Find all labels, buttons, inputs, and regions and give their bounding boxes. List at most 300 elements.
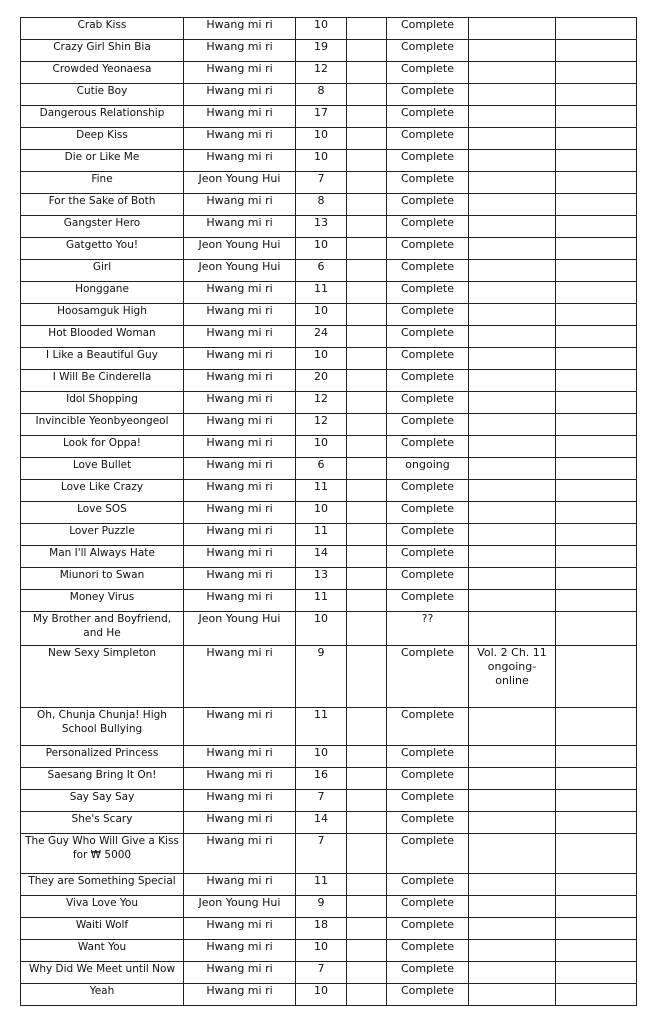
empty-cell (347, 918, 387, 940)
volumes-cell: 10 (296, 18, 347, 40)
title-cell: Invincible Yeonbyeongeol (21, 414, 184, 436)
author-cell: Hwang mi ri (184, 812, 296, 834)
table-row (21, 524, 637, 546)
author-cell: Jeon Young Hui (184, 172, 296, 194)
title-cell: Man I'll Always Hate (21, 546, 184, 568)
note-cell (469, 546, 556, 568)
note-cell (469, 106, 556, 128)
empty-cell (347, 194, 387, 216)
empty-cell (347, 812, 387, 834)
author-cell: Hwang mi ri (184, 18, 296, 40)
table-row (21, 414, 637, 436)
volumes-cell: 11 (296, 480, 347, 502)
note-cell (469, 216, 556, 238)
status-cell: Complete (387, 282, 469, 304)
title-cell: Oh, Chunja Chunja! High School Bullying (21, 708, 184, 746)
author-cell: Hwang mi ri (184, 768, 296, 790)
status-cell: Complete (387, 768, 469, 790)
empty-cell (556, 480, 637, 502)
empty-cell (347, 874, 387, 896)
author-cell: Hwang mi ri (184, 590, 296, 612)
empty-cell (347, 590, 387, 612)
table-row (21, 194, 637, 216)
note-cell (469, 238, 556, 260)
author-cell: Hwang mi ri (184, 216, 296, 238)
author-cell: Jeon Young Hui (184, 896, 296, 918)
note-cell (469, 918, 556, 940)
empty-cell (556, 940, 637, 962)
author-cell: Hwang mi ri (184, 304, 296, 326)
status-cell: Complete (387, 812, 469, 834)
volumes-cell: 7 (296, 834, 347, 874)
volumes-cell: 17 (296, 106, 347, 128)
table-row (21, 940, 637, 962)
empty-cell (556, 216, 637, 238)
table-row (21, 128, 637, 150)
empty-cell (347, 282, 387, 304)
author-cell: Hwang mi ri (184, 84, 296, 106)
volumes-cell: 7 (296, 790, 347, 812)
title-cell: Gatgetto You! (21, 238, 184, 260)
empty-cell (556, 348, 637, 370)
volumes-cell: 12 (296, 62, 347, 84)
title-cell: For the Sake of Both (21, 194, 184, 216)
title-cell: Lover Puzzle (21, 524, 184, 546)
author-cell: Hwang mi ri (184, 962, 296, 984)
empty-cell (347, 568, 387, 590)
status-cell: Complete (387, 172, 469, 194)
status-cell: Complete (387, 918, 469, 940)
empty-cell (556, 984, 637, 1006)
status-cell: Complete (387, 646, 469, 708)
table-row (21, 568, 637, 590)
author-cell: Hwang mi ri (184, 458, 296, 480)
status-cell: Complete (387, 708, 469, 746)
note-cell (469, 348, 556, 370)
empty-cell (556, 304, 637, 326)
volumes-cell: 12 (296, 414, 347, 436)
author-cell: Hwang mi ri (184, 790, 296, 812)
table-row (21, 458, 637, 480)
status-cell: Complete (387, 128, 469, 150)
table-row (21, 768, 637, 790)
title-cell: Hoosamguk High (21, 304, 184, 326)
manhwa-table-sheet (20, 17, 636, 1014)
status-cell: Complete (387, 40, 469, 62)
volumes-cell: 16 (296, 768, 347, 790)
table-row (21, 896, 637, 918)
empty-cell (347, 708, 387, 746)
note-cell (469, 834, 556, 874)
status-cell: Complete (387, 216, 469, 238)
title-cell: Love Bullet (21, 458, 184, 480)
author-cell: Hwang mi ri (184, 984, 296, 1006)
status-cell: Complete (387, 304, 469, 326)
note-cell (469, 874, 556, 896)
status-cell: Complete (387, 746, 469, 768)
status-cell: Complete (387, 896, 469, 918)
author-cell: Hwang mi ri (184, 874, 296, 896)
status-cell: ongoing (387, 458, 469, 480)
title-cell: Waiti Wolf (21, 918, 184, 940)
author-cell: Hwang mi ri (184, 546, 296, 568)
empty-cell (556, 546, 637, 568)
empty-cell (556, 194, 637, 216)
empty-cell (347, 646, 387, 708)
volumes-cell: 10 (296, 612, 347, 646)
author-cell: Hwang mi ri (184, 194, 296, 216)
volumes-cell: 11 (296, 282, 347, 304)
volumes-cell: 10 (296, 984, 347, 1006)
empty-cell (556, 84, 637, 106)
note-cell (469, 150, 556, 172)
volumes-cell: 6 (296, 458, 347, 480)
table-row (21, 874, 637, 896)
title-cell: Love SOS (21, 502, 184, 524)
empty-cell (347, 40, 387, 62)
empty-cell (556, 962, 637, 984)
empty-cell (347, 62, 387, 84)
table-row (21, 150, 637, 172)
title-cell: Saesang Bring It On! (21, 768, 184, 790)
note-cell (469, 962, 556, 984)
volumes-cell: 18 (296, 918, 347, 940)
table-row (21, 918, 637, 940)
empty-cell (556, 834, 637, 874)
empty-cell (556, 436, 637, 458)
author-cell: Hwang mi ri (184, 282, 296, 304)
manhwa-table (20, 17, 637, 1006)
title-cell: Crowded Yeonaesa (21, 62, 184, 84)
empty-cell (347, 414, 387, 436)
note-cell (469, 194, 556, 216)
note-cell (469, 480, 556, 502)
table-row (21, 812, 637, 834)
table-row (21, 590, 637, 612)
note-cell (469, 568, 556, 590)
table-row (21, 84, 637, 106)
note-cell (469, 708, 556, 746)
volumes-cell: 10 (296, 940, 347, 962)
title-cell: Want You (21, 940, 184, 962)
title-cell: Crab Kiss (21, 18, 184, 40)
empty-cell (556, 150, 637, 172)
empty-cell (556, 812, 637, 834)
empty-cell (347, 18, 387, 40)
table-row (21, 962, 637, 984)
note-cell (469, 370, 556, 392)
volumes-cell: 10 (296, 304, 347, 326)
status-cell: Complete (387, 392, 469, 414)
table-row (21, 172, 637, 194)
volumes-cell: 7 (296, 172, 347, 194)
note-cell (469, 84, 556, 106)
author-cell: Jeon Young Hui (184, 238, 296, 260)
note-cell (469, 590, 556, 612)
empty-cell (347, 304, 387, 326)
author-cell: Jeon Young Hui (184, 260, 296, 282)
status-cell: Complete (387, 502, 469, 524)
note-cell (469, 524, 556, 546)
table-row (21, 282, 637, 304)
status-cell: Complete (387, 348, 469, 370)
status-cell: Complete (387, 436, 469, 458)
empty-cell (556, 282, 637, 304)
volumes-cell: 10 (296, 128, 347, 150)
table-row (21, 984, 637, 1006)
status-cell: Complete (387, 18, 469, 40)
table-row (21, 326, 637, 348)
note-cell (469, 172, 556, 194)
empty-cell (556, 612, 637, 646)
author-cell: Hwang mi ri (184, 40, 296, 62)
status-cell: Complete (387, 962, 469, 984)
author-cell: Hwang mi ri (184, 150, 296, 172)
author-cell: Hwang mi ri (184, 392, 296, 414)
note-cell (469, 392, 556, 414)
empty-cell (347, 238, 387, 260)
table-row (21, 646, 637, 708)
title-cell: I Will Be Cinderella (21, 370, 184, 392)
empty-cell (347, 612, 387, 646)
empty-cell (347, 962, 387, 984)
title-cell: Crazy Girl Shin Bia (21, 40, 184, 62)
status-cell: ?? (387, 612, 469, 646)
table-row (21, 436, 637, 458)
title-cell: The Guy Who Will Give a Kiss for ₩ 5000 (21, 834, 184, 874)
empty-cell (347, 984, 387, 1006)
empty-cell (556, 238, 637, 260)
author-cell: Hwang mi ri (184, 524, 296, 546)
volumes-cell: 10 (296, 502, 347, 524)
note-cell (469, 436, 556, 458)
empty-cell (347, 502, 387, 524)
note-cell (469, 984, 556, 1006)
empty-cell (347, 84, 387, 106)
empty-cell (556, 896, 637, 918)
author-cell: Hwang mi ri (184, 940, 296, 962)
empty-cell (347, 150, 387, 172)
table-body (21, 18, 637, 1006)
table-row (21, 746, 637, 768)
empty-cell (556, 568, 637, 590)
author-cell: Hwang mi ri (184, 480, 296, 502)
status-cell: Complete (387, 790, 469, 812)
status-cell: Complete (387, 414, 469, 436)
status-cell: Complete (387, 106, 469, 128)
title-cell: Look for Oppa! (21, 436, 184, 458)
title-cell: Love Like Crazy (21, 480, 184, 502)
empty-cell (347, 348, 387, 370)
volumes-cell: 10 (296, 150, 347, 172)
empty-cell (556, 172, 637, 194)
author-cell: Hwang mi ri (184, 348, 296, 370)
empty-cell (556, 106, 637, 128)
status-cell: Complete (387, 194, 469, 216)
empty-cell (556, 502, 637, 524)
title-cell: They are Something Special (21, 874, 184, 896)
empty-cell (347, 326, 387, 348)
table-row (21, 238, 637, 260)
empty-cell (347, 896, 387, 918)
table-row (21, 348, 637, 370)
author-cell: Hwang mi ri (184, 128, 296, 150)
note-cell (469, 790, 556, 812)
volumes-cell: 10 (296, 238, 347, 260)
title-cell: Viva Love You (21, 896, 184, 918)
title-cell: Personalized Princess (21, 746, 184, 768)
title-cell: My Brother and Boyfriend, and He (21, 612, 184, 646)
volumes-cell: 14 (296, 546, 347, 568)
status-cell: Complete (387, 238, 469, 260)
empty-cell (347, 524, 387, 546)
empty-cell (556, 746, 637, 768)
empty-cell (556, 918, 637, 940)
status-cell: Complete (387, 524, 469, 546)
author-cell: Hwang mi ri (184, 746, 296, 768)
volumes-cell: 8 (296, 194, 347, 216)
empty-cell (556, 128, 637, 150)
empty-cell (556, 40, 637, 62)
title-cell: Honggane (21, 282, 184, 304)
table-row (21, 216, 637, 238)
table-row (21, 708, 637, 746)
table-row (21, 790, 637, 812)
empty-cell (347, 370, 387, 392)
volumes-cell: 7 (296, 962, 347, 984)
empty-cell (347, 128, 387, 150)
note-cell (469, 812, 556, 834)
volumes-cell: 9 (296, 896, 347, 918)
status-cell: Complete (387, 480, 469, 502)
author-cell: Hwang mi ri (184, 326, 296, 348)
empty-cell (556, 326, 637, 348)
volumes-cell: 13 (296, 216, 347, 238)
author-cell: Hwang mi ri (184, 436, 296, 458)
author-cell: Hwang mi ri (184, 106, 296, 128)
volumes-cell: 11 (296, 590, 347, 612)
title-cell: Yeah (21, 984, 184, 1006)
author-cell: Hwang mi ri (184, 568, 296, 590)
author-cell: Hwang mi ri (184, 370, 296, 392)
table-row (21, 370, 637, 392)
table-row (21, 834, 637, 874)
note-cell (469, 40, 556, 62)
table-row (21, 546, 637, 568)
empty-cell (556, 260, 637, 282)
empty-cell (347, 106, 387, 128)
volumes-cell: 20 (296, 370, 347, 392)
title-cell: Fine (21, 172, 184, 194)
note-cell (469, 896, 556, 918)
empty-cell (556, 524, 637, 546)
title-cell: Miunori to Swan (21, 568, 184, 590)
volumes-cell: 10 (296, 348, 347, 370)
empty-cell (347, 216, 387, 238)
volumes-cell: 24 (296, 326, 347, 348)
title-cell: Idol Shopping (21, 392, 184, 414)
empty-cell (556, 590, 637, 612)
status-cell: Complete (387, 834, 469, 874)
table-row (21, 62, 637, 84)
empty-cell (556, 62, 637, 84)
author-cell: Hwang mi ri (184, 834, 296, 874)
empty-cell (347, 790, 387, 812)
note-cell (469, 128, 556, 150)
status-cell: Complete (387, 590, 469, 612)
status-cell: Complete (387, 62, 469, 84)
empty-cell (556, 646, 637, 708)
note-cell (469, 746, 556, 768)
volumes-cell: 9 (296, 646, 347, 708)
empty-cell (347, 768, 387, 790)
empty-cell (347, 480, 387, 502)
note-cell (469, 940, 556, 962)
empty-cell (347, 940, 387, 962)
author-cell: Hwang mi ri (184, 708, 296, 746)
volumes-cell: 10 (296, 746, 347, 768)
title-cell: Gangster Hero (21, 216, 184, 238)
title-cell: Dangerous Relationship (21, 106, 184, 128)
status-cell: Complete (387, 568, 469, 590)
empty-cell (556, 392, 637, 414)
author-cell: Hwang mi ri (184, 414, 296, 436)
table-row (21, 612, 637, 646)
note-cell (469, 502, 556, 524)
volumes-cell: 14 (296, 812, 347, 834)
status-cell: Complete (387, 940, 469, 962)
empty-cell (556, 790, 637, 812)
table-row (21, 40, 637, 62)
volumes-cell: 11 (296, 524, 347, 546)
table-row (21, 260, 637, 282)
empty-cell (556, 370, 637, 392)
empty-cell (556, 874, 637, 896)
empty-cell (347, 834, 387, 874)
volumes-cell: 11 (296, 874, 347, 896)
title-cell: New Sexy Simpleton (21, 646, 184, 708)
empty-cell (347, 436, 387, 458)
title-cell: Die or Like Me (21, 150, 184, 172)
title-cell: She's Scary (21, 812, 184, 834)
table-row (21, 18, 637, 40)
title-cell: Money Virus (21, 590, 184, 612)
author-cell: Hwang mi ri (184, 62, 296, 84)
note-cell (469, 768, 556, 790)
empty-cell (347, 746, 387, 768)
status-cell: Complete (387, 326, 469, 348)
author-cell: Hwang mi ri (184, 918, 296, 940)
note-cell (469, 18, 556, 40)
table-row (21, 304, 637, 326)
status-cell: Complete (387, 370, 469, 392)
title-cell: Deep Kiss (21, 128, 184, 150)
note-cell (469, 260, 556, 282)
title-cell: Girl (21, 260, 184, 282)
status-cell: Complete (387, 260, 469, 282)
empty-cell (556, 708, 637, 746)
note-cell (469, 414, 556, 436)
note-cell (469, 282, 556, 304)
empty-cell (347, 458, 387, 480)
author-cell: Hwang mi ri (184, 502, 296, 524)
volumes-cell: 8 (296, 84, 347, 106)
empty-cell (347, 546, 387, 568)
empty-cell (347, 172, 387, 194)
status-cell: Complete (387, 150, 469, 172)
empty-cell (347, 392, 387, 414)
empty-cell (556, 18, 637, 40)
